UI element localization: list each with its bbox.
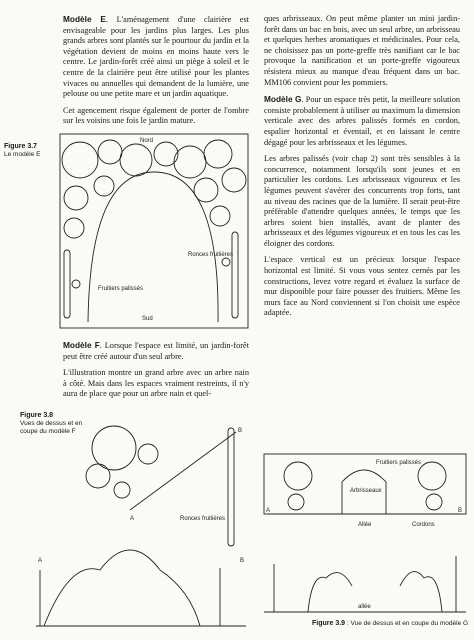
shrub xyxy=(114,482,130,498)
espalier-bed xyxy=(64,250,70,318)
bramble-row xyxy=(228,428,234,546)
tree xyxy=(284,462,312,490)
paragraph-palisses: Les arbres palissés (voir chap 2) sont très sensibles à la concurrence, notamment lorsqu'ils sont jeunes et en particulier les cordons. Les arbrisseaux vigoureux et les légumes peuvent s'avérer des concurrents trop forts, tant au niveau des racines que de la lumière. Il serait peut-être préférable d'attendre quelques années, le temps que les arbres soient bien installés, avant de planter des arbrisseaux et des légumes vigoureux et en tous les cas les éloigner des cordons. xyxy=(264,154,460,248)
shrub xyxy=(72,280,80,288)
figure-3-9-caption xyxy=(312,620,472,628)
section-line xyxy=(130,432,236,510)
figure-3-9-text: : Vue de dessus et en coupe du modèle G xyxy=(345,620,469,627)
label-a-top: A xyxy=(130,516,135,522)
label-south: Sud xyxy=(142,316,153,322)
tree xyxy=(120,144,152,176)
figure-3-9-diagram xyxy=(262,452,468,616)
clearing-edge xyxy=(88,172,218,322)
section-profile xyxy=(40,550,200,626)
tree xyxy=(222,168,246,192)
figure-3-7-text: Le modèle E xyxy=(4,151,41,158)
label-a-plan: A xyxy=(266,508,271,514)
label-path-lower: allée xyxy=(358,604,371,610)
figure-3-9-number: Figure 3.9 xyxy=(312,620,346,627)
label-path: Allée xyxy=(358,522,372,528)
tree xyxy=(98,140,122,164)
figure-3-8-number: Figure 3.8 xyxy=(20,412,54,419)
label-espaliers: Fruitiers palissés xyxy=(98,286,144,292)
tree xyxy=(62,142,98,178)
tree xyxy=(94,176,114,196)
label-a-bottom: A xyxy=(38,558,43,564)
figure-3-7-diagram xyxy=(58,132,250,330)
tree xyxy=(210,206,230,226)
label-b-bottom: B xyxy=(240,558,245,564)
paragraph-modele-g: Modèle G. Pour un espace très petit, la meilleure solution consiste probablement à utiliser au maximum la dimension verticale avec des arbres palissés formés en cordon, espalier horizontal et éventail, et en laissant le centre dégagé pour les arbrisseaux et les légumes. xyxy=(264,94,460,147)
tree xyxy=(204,140,232,168)
label-shrubs: Arbrisseaux xyxy=(350,488,382,494)
paragraph-illustration: L'illustration montre un grand arbre avec un arbre nain à côté. Mais dans les espaces vraiment restreints, il n'y aura de place que pour un arbre nain et quel- xyxy=(63,368,249,399)
shrub xyxy=(222,258,230,266)
paragraph-vertical: L'espace vertical est un précieux lorsque l'espace horizontal est limité. Si vous vous sentez cernés par les constructions, levez votre regard et évaluez la surface de mur disponible pour faire pousser des fruitiers. Même les murs face au Nord conviennent si l'on choisit une espèce adaptée. xyxy=(264,255,460,318)
big-tree-top xyxy=(92,426,136,470)
label-north: Nord xyxy=(140,138,154,144)
garden-border xyxy=(60,134,248,328)
label-brambles: Ronces fruitières xyxy=(188,252,234,258)
paragraph-modele-e: Modèle E. L'aménagement d'une clairière est envisageable pour les jardins plus larges. Les plus grands arbres sont plantés sur le pourtour du jardin et la végétation devient de moins en moins haute vers le centre. Le jardin-forêt créé ainsi un piège à soleil et le centre de la clairière peut être utilisé pour les plantes vivaces ou annuelles qui demandent de la lumière, une pelouse ou une petite mare et un jardin aquatique. xyxy=(63,14,250,99)
label-brambles: Ronces fruitières xyxy=(180,516,226,522)
tree xyxy=(174,146,206,178)
left-column-top xyxy=(63,14,249,142)
figure-3-8-diagram xyxy=(30,420,252,634)
espalier-bed xyxy=(232,232,238,318)
shrub xyxy=(138,444,158,464)
figure-3-8-text: Vues de dessus et en coupe du modèle F xyxy=(20,420,83,435)
dwarf-tree-top xyxy=(86,464,110,488)
figure-3-7-caption xyxy=(4,143,54,159)
tree xyxy=(64,218,84,238)
tree xyxy=(418,462,446,490)
label-cordons: Cordons xyxy=(412,522,435,528)
right-column xyxy=(264,14,460,459)
paragraph-bac: ques arbrisseaux. On peut même planter un mini jardin-forêt dans un bac en bois, avec un seul arbre, un arbrisseau et quelques herbes aromatiques et médicinales. Pour cela, ne choisissez pas un porte-greffe très nanifiant car le bac provoque la nanification et un porte-greffe vigoureux résistera mieux au manque d'eau fréquent dans un bac. MM106 convient pour les pommiers. xyxy=(264,14,460,87)
label-espaliers: Fruitiers palissés xyxy=(376,460,422,466)
left-column-bottom xyxy=(63,340,249,410)
shrub xyxy=(288,494,304,510)
plan-border xyxy=(264,454,466,514)
paragraph-ombre: Cet agencement risque également de porter de l'ombre sur les voisins une fois le jardin mature. xyxy=(63,105,249,126)
label-b-top: B xyxy=(238,428,243,434)
tree xyxy=(64,186,88,210)
label-b-plan: B xyxy=(458,508,463,514)
paragraph-modele-f: Modèle F. Lorsque l'espace est limité, un jardin-forêt peut être créé autour d'un seul arbre. xyxy=(63,340,249,361)
figure-3-7-number: Figure 3.7 xyxy=(4,143,38,150)
shrub xyxy=(426,494,442,510)
